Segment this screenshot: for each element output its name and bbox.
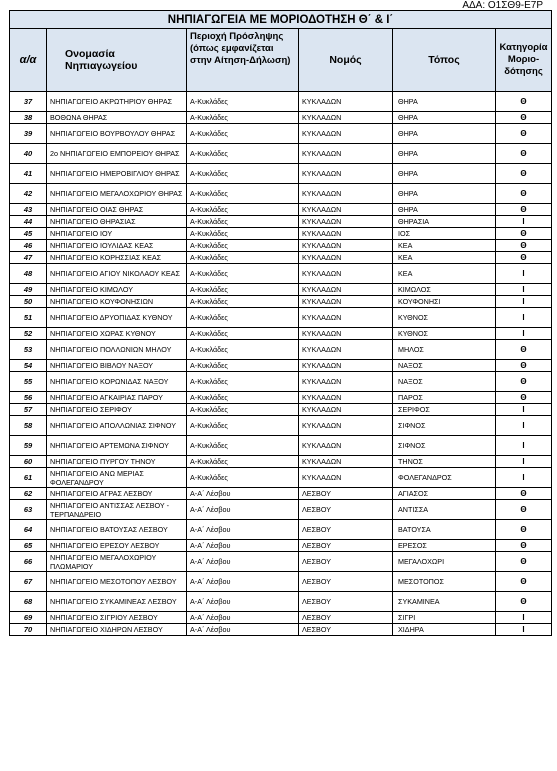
- location-cell: ΘΗΡΑ: [393, 124, 496, 144]
- school-name-cell: ΝΗΠΙΑΓΩΓΕΙΟ ΗΜΕΡΟΒΙΓΛΙΟΥ ΘΗΡΑΣ: [47, 164, 187, 184]
- table-row: [10, 204, 552, 216]
- scoring-category-cell: Ι: [496, 264, 552, 284]
- hiring-region-cell: Α-Κυκλάδες: [187, 240, 299, 252]
- school-name-cell: ΝΗΠΙΑΓΩΓΕΙΟ ΧΩΡΑΣ ΚΥΘΝΟΥ: [47, 328, 187, 340]
- table-row: [10, 240, 552, 252]
- school-name-cell: ΝΗΠΙΑΓΩΓΕΙΟ ΣΥΚΑΜΙΝΕΑΣ ΛΕΣΒΟΥ: [47, 592, 187, 612]
- school-name-cell: ΝΗΠΙΑΓΩΓΕΙΟ ΑΓΚΑΙΡΙΑΣ ΠΑΡΟΥ: [47, 392, 187, 404]
- school-name-cell: 2ο ΝΗΠΙΑΓΩΓΕΙΟ ΕΜΠΟΡΕΙΟΥ ΘΗΡΑΣ: [47, 144, 187, 164]
- school-name-cell: ΝΗΠΙΑΓΩΓΕΙΟ ΒΟΥΡΒΟΥΛΟΥ ΘΗΡΑΣ: [47, 124, 187, 144]
- row-number-cell: 57: [10, 404, 47, 416]
- row-number-cell: 65: [10, 540, 47, 552]
- row-number-cell: 55: [10, 372, 47, 392]
- scoring-category-cell: Ι: [496, 416, 552, 436]
- prefecture-cell: ΚΥΚΛΑΔΩΝ: [299, 252, 393, 264]
- row-number-cell: 59: [10, 436, 47, 456]
- hiring-region-cell: Α-Κυκλάδες: [187, 204, 299, 216]
- scoring-category-cell: Θ: [496, 520, 552, 540]
- location-cell: ΚΕΑ: [393, 252, 496, 264]
- prefecture-cell: ΚΥΚΛΑΔΩΝ: [299, 184, 393, 204]
- scoring-category-cell: Θ: [496, 92, 552, 112]
- school-name-cell: ΝΗΠΙΑΓΩΓΕΙΟ ΑΝΩ ΜΕΡΙΑΣ ΦΟΛΕΓΑΝΔΡΟΥ: [47, 468, 187, 488]
- scoring-category-cell: Ι: [496, 216, 552, 228]
- row-number-cell: 51: [10, 308, 47, 328]
- hiring-region-cell: Α-Κυκλάδες: [187, 144, 299, 164]
- school-name-cell: ΝΗΠΙΑΓΩΓΕΙΟ ΜΕΓΑΛΟΧΩΡΙΟΥ ΠΛΩΜΑΡΙΟΥ: [47, 552, 187, 572]
- prefecture-cell: ΛΕΣΒΟΥ: [299, 488, 393, 500]
- scoring-category-cell: Θ: [496, 552, 552, 572]
- prefecture-cell: ΚΥΚΛΑΔΩΝ: [299, 92, 393, 112]
- hiring-region-cell: Α-Α΄ Λέσβου: [187, 592, 299, 612]
- hiring-region-cell: Α-Κυκλάδες: [187, 456, 299, 468]
- location-cell: ΣΥΚΑΜΙΝΕΑ: [393, 592, 496, 612]
- scoring-category-cell: Ι: [496, 328, 552, 340]
- prefecture-cell: ΚΥΚΛΑΔΩΝ: [299, 112, 393, 124]
- scoring-category-cell: Ι: [496, 456, 552, 468]
- table-row: [10, 468, 552, 488]
- hiring-region-cell: Α-Κυκλάδες: [187, 416, 299, 436]
- row-number-cell: 53: [10, 340, 47, 360]
- school-name-cell: ΝΗΠΙΑΓΩΓΕΙΟ ΒΙΒΛΟΥ ΝΑΞΟΥ: [47, 360, 187, 372]
- scoring-category-cell: Θ: [496, 372, 552, 392]
- scoring-category-cell: Θ: [496, 592, 552, 612]
- scoring-category-cell: Ι: [496, 296, 552, 308]
- row-number-cell: 52: [10, 328, 47, 340]
- prefecture-cell: ΚΥΚΛΑΔΩΝ: [299, 416, 393, 436]
- hiring-region-cell: Α-Κυκλάδες: [187, 164, 299, 184]
- school-name-cell: ΝΗΠΙΑΓΩΓΕΙΟ ΑΚΡΩΤΗΡΙΟΥ ΘΗΡΑΣ: [47, 92, 187, 112]
- hiring-region-cell: Α-Κυκλάδες: [187, 392, 299, 404]
- row-number-cell: 42: [10, 184, 47, 204]
- hiring-region-cell: Α-Κυκλάδες: [187, 124, 299, 144]
- school-name-cell: ΝΗΠΙΑΓΩΓΕΙΟ ΣΙΓΡΙΟΥ ΛΕΣΒΟΥ: [47, 612, 187, 624]
- table-row: [10, 284, 552, 296]
- row-number-cell: 50: [10, 296, 47, 308]
- location-cell: ΑΝΤΙΣΣΑ: [393, 500, 496, 520]
- table-row: [10, 488, 552, 500]
- location-cell: ΙΟΣ: [393, 228, 496, 240]
- hiring-region-cell: Α-Κυκλάδες: [187, 340, 299, 360]
- school-name-cell: ΝΗΠΙΑΓΩΓΕΙΟ ΚΟΥΦΟΝΗΣΙΩΝ: [47, 296, 187, 308]
- scoring-category-cell: Θ: [496, 252, 552, 264]
- hiring-region-cell: Α-Α΄ Λέσβου: [187, 572, 299, 592]
- school-name-cell: ΝΗΠΙΑΓΩΓΕΙΟ ΜΕΓΑΛΟΧΩΡΙΟΥ ΘΗΡΑΣ: [47, 184, 187, 204]
- table-row: [10, 436, 552, 456]
- prefecture-cell: ΚΥΚΛΑΔΩΝ: [299, 372, 393, 392]
- scoring-category-cell: Ι: [496, 404, 552, 416]
- table-row: [10, 372, 552, 392]
- location-cell: ΦΟΛΕΓΑΝΔΡΟΣ: [393, 468, 496, 488]
- column-header-row: [10, 29, 552, 92]
- hiring-region-cell: Α-Α΄ Λέσβου: [187, 612, 299, 624]
- prefecture-cell: ΛΕΣΒΟΥ: [299, 520, 393, 540]
- location-cell: ΘΗΡΑ: [393, 92, 496, 112]
- prefecture-cell: ΚΥΚΛΑΔΩΝ: [299, 204, 393, 216]
- row-number-cell: 46: [10, 240, 47, 252]
- row-number-cell: 60: [10, 456, 47, 468]
- row-number-cell: 54: [10, 360, 47, 372]
- location-cell: ΝΑΞΟΣ: [393, 372, 496, 392]
- row-number-cell: 66: [10, 552, 47, 572]
- table-row: [10, 500, 552, 520]
- table-row: [10, 92, 552, 112]
- location-cell: ΕΡΕΣΟΣ: [393, 540, 496, 552]
- hiring-region-cell: Α-Κυκλάδες: [187, 372, 299, 392]
- column-header-aa: α/α: [10, 29, 47, 92]
- location-cell: ΚΙΜΩΛΟΣ: [393, 284, 496, 296]
- school-name-cell: ΝΗΠΙΑΓΩΓΕΙΟ ΙΟΥ: [47, 228, 187, 240]
- column-header-name: Ονομασία Νηπιαγωγείου: [47, 29, 187, 92]
- prefecture-cell: ΚΥΚΛΑΔΩΝ: [299, 240, 393, 252]
- table-row: [10, 392, 552, 404]
- scoring-category-cell: Θ: [496, 540, 552, 552]
- row-number-cell: 68: [10, 592, 47, 612]
- hiring-region-cell: Α-Κυκλάδες: [187, 404, 299, 416]
- row-number-cell: 38: [10, 112, 47, 124]
- row-number-cell: 39: [10, 124, 47, 144]
- hiring-region-cell: Α-Κυκλάδες: [187, 216, 299, 228]
- prefecture-cell: ΚΥΚΛΑΔΩΝ: [299, 164, 393, 184]
- table-row: [10, 228, 552, 240]
- hiring-region-cell: Α-Κυκλάδες: [187, 308, 299, 328]
- hiring-region-cell: Α-Κυκλάδες: [187, 112, 299, 124]
- table-row: [10, 308, 552, 328]
- school-name-cell: ΝΗΠΙΑΓΩΓΕΙΟ ΑΝΤΙΣΣΑΣ ΛΕΣΒΟΥ - ΤΕΡΠΑΝΔΡΕΙΟ: [47, 500, 187, 520]
- table-row: [10, 124, 552, 144]
- hiring-region-cell: Α-Κυκλάδες: [187, 328, 299, 340]
- location-cell: ΚΥΘΝΟΣ: [393, 308, 496, 328]
- school-name-cell: ΝΗΠΙΑΓΩΓΕΙΟ ΙΟΥΛΙΔΑΣ ΚΕΑΣ: [47, 240, 187, 252]
- row-number-cell: 40: [10, 144, 47, 164]
- scoring-category-cell: Θ: [496, 500, 552, 520]
- schools-table: [9, 10, 552, 636]
- table-row: [10, 264, 552, 284]
- scoring-category-cell: Θ: [496, 572, 552, 592]
- location-cell: ΜΗΛΟΣ: [393, 340, 496, 360]
- prefecture-cell: ΚΥΚΛΑΔΩΝ: [299, 436, 393, 456]
- row-number-cell: 49: [10, 284, 47, 296]
- table-row: [10, 416, 552, 436]
- scoring-category-cell: Θ: [496, 204, 552, 216]
- row-number-cell: 58: [10, 416, 47, 436]
- location-cell: ΣΙΦΝΟΣ: [393, 416, 496, 436]
- hiring-region-cell: Α-Α΄ Λέσβου: [187, 552, 299, 572]
- document-reference-code: ΑΔΑ: Ο1ΣΘ9-Ε7Ρ: [462, 0, 543, 11]
- school-name-cell: ΝΗΠΙΑΓΩΓΕΙΟ ΣΕΡΙΦΟΥ: [47, 404, 187, 416]
- scoring-category-cell: Θ: [496, 164, 552, 184]
- table-row: [10, 572, 552, 592]
- location-cell: ΘΗΡΑ: [393, 112, 496, 124]
- location-cell: ΘΗΡΑΣΙΑ: [393, 216, 496, 228]
- school-name-cell: ΝΗΠΙΑΓΩΓΕΙΟ ΟΙΑΣ ΘΗΡΑΣ: [47, 204, 187, 216]
- prefecture-cell: ΛΕΣΒΟΥ: [299, 572, 393, 592]
- location-cell: ΣΙΓΡΙ: [393, 612, 496, 624]
- row-number-cell: 43: [10, 204, 47, 216]
- scoring-category-cell: Θ: [496, 360, 552, 372]
- table-row: [10, 456, 552, 468]
- table-row: [10, 404, 552, 416]
- hiring-region-cell: Α-Κυκλάδες: [187, 184, 299, 204]
- table-row: [10, 624, 552, 636]
- table-row: [10, 184, 552, 204]
- scoring-category-cell: Ι: [496, 308, 552, 328]
- location-cell: ΜΕΣΟΤΟΠΟΣ: [393, 572, 496, 592]
- scoring-category-cell: Ι: [496, 468, 552, 488]
- scoring-category-cell: Θ: [496, 240, 552, 252]
- column-header-category: Κατηγορία Μοριο-δότησης: [496, 29, 552, 92]
- column-header-region: Περιοχή Πρόσληψης (όπως εμφανίζεται στην Αίτηση-Δήλωση): [187, 29, 299, 92]
- school-name-cell: ΝΗΠΙΑΓΩΓΕΙΟ ΚΟΡΗΣΣΙΑΣ ΚΕΑΣ: [47, 252, 187, 264]
- school-name-cell: ΝΗΠΙΑΓΩΓΕΙΟ ΚΟΡΩΝΙΔΑΣ ΝΑΞΟΥ: [47, 372, 187, 392]
- prefecture-cell: ΚΥΚΛΑΔΩΝ: [299, 308, 393, 328]
- school-name-cell: ΝΗΠΙΑΓΩΓΕΙΟ ΠΟΛΛΩΝΙΩΝ ΜΗΛΟΥ: [47, 340, 187, 360]
- prefecture-cell: ΚΥΚΛΑΔΩΝ: [299, 264, 393, 284]
- row-number-cell: 41: [10, 164, 47, 184]
- hiring-region-cell: Α-Α΄ Λέσβου: [187, 624, 299, 636]
- table-row: [10, 296, 552, 308]
- prefecture-cell: ΚΥΚΛΑΔΩΝ: [299, 284, 393, 296]
- table-row: [10, 164, 552, 184]
- school-name-cell: ΝΗΠΙΑΓΩΓΕΙΟ ΕΡΕΣΟΥ ΛΕΣΒΟΥ: [47, 540, 187, 552]
- row-number-cell: 48: [10, 264, 47, 284]
- row-number-cell: 64: [10, 520, 47, 540]
- table-row: [10, 592, 552, 612]
- school-name-cell: ΝΗΠΙΑΓΩΓΕΙΟ ΧΙΔΗΡΩΝ ΛΕΣΒΟΥ: [47, 624, 187, 636]
- location-cell: ΘΗΡΑ: [393, 144, 496, 164]
- table-row: [10, 144, 552, 164]
- prefecture-cell: ΚΥΚΛΑΔΩΝ: [299, 144, 393, 164]
- location-cell: ΘΗΡΑ: [393, 164, 496, 184]
- scoring-category-cell: Ι: [496, 284, 552, 296]
- scoring-category-cell: Θ: [496, 144, 552, 164]
- location-cell: ΣΕΡΙΦΟΣ: [393, 404, 496, 416]
- scoring-category-cell: Θ: [496, 340, 552, 360]
- hiring-region-cell: Α-Κυκλάδες: [187, 92, 299, 112]
- table-row: [10, 612, 552, 624]
- table-row: [10, 520, 552, 540]
- prefecture-cell: ΚΥΚΛΑΔΩΝ: [299, 228, 393, 240]
- prefecture-cell: ΚΥΚΛΑΔΩΝ: [299, 124, 393, 144]
- location-cell: ΑΓΙΑΣΟΣ: [393, 488, 496, 500]
- prefecture-cell: ΚΥΚΛΑΔΩΝ: [299, 468, 393, 488]
- scoring-category-cell: Θ: [496, 392, 552, 404]
- table-row: [10, 216, 552, 228]
- hiring-region-cell: Α-Α΄ Λέσβου: [187, 520, 299, 540]
- prefecture-cell: ΛΕΣΒΟΥ: [299, 552, 393, 572]
- prefecture-cell: ΛΕΣΒΟΥ: [299, 592, 393, 612]
- row-number-cell: 44: [10, 216, 47, 228]
- school-name-cell: ΝΗΠΙΑΓΩΓΕΙΟ ΘΗΡΑΣΙΑΣ: [47, 216, 187, 228]
- row-number-cell: 61: [10, 468, 47, 488]
- table-row: [10, 328, 552, 340]
- school-name-cell: ΝΗΠΙΑΓΩΓΕΙΟ ΠΥΡΓΟΥ ΤΗΝΟΥ: [47, 456, 187, 468]
- hiring-region-cell: Α-Κυκλάδες: [187, 284, 299, 296]
- scoring-category-cell: Θ: [496, 184, 552, 204]
- school-name-cell: ΒΟΘΩΝΑ ΘΗΡΑΣ: [47, 112, 187, 124]
- column-header-nomos: Νομός: [299, 29, 393, 92]
- location-cell: ΚΟΥΦΟΝΗΣΙ: [393, 296, 496, 308]
- hiring-region-cell: Α-Κυκλάδες: [187, 264, 299, 284]
- row-number-cell: 37: [10, 92, 47, 112]
- prefecture-cell: ΛΕΣΒΟΥ: [299, 540, 393, 552]
- scoring-category-cell: Θ: [496, 112, 552, 124]
- prefecture-cell: ΚΥΚΛΑΔΩΝ: [299, 340, 393, 360]
- scoring-category-cell: Θ: [496, 228, 552, 240]
- row-number-cell: 47: [10, 252, 47, 264]
- hiring-region-cell: Α-Κυκλάδες: [187, 252, 299, 264]
- location-cell: ΚΕΑ: [393, 240, 496, 252]
- school-name-cell: ΝΗΠΙΑΓΩΓΕΙΟ ΔΡΥΟΠΙΔΑΣ ΚΥΘΝΟΥ: [47, 308, 187, 328]
- scoring-category-cell: Ι: [496, 624, 552, 636]
- hiring-region-cell: Α-Κυκλάδες: [187, 296, 299, 308]
- row-number-cell: 67: [10, 572, 47, 592]
- prefecture-cell: ΚΥΚΛΑΔΩΝ: [299, 456, 393, 468]
- row-number-cell: 62: [10, 488, 47, 500]
- row-number-cell: 69: [10, 612, 47, 624]
- prefecture-cell: ΚΥΚΛΑΔΩΝ: [299, 360, 393, 372]
- location-cell: ΜΕΓΑΛΟΧΩΡΙ: [393, 552, 496, 572]
- row-number-cell: 45: [10, 228, 47, 240]
- prefecture-cell: ΚΥΚΛΑΔΩΝ: [299, 392, 393, 404]
- location-cell: ΧΙΔΗΡΑ: [393, 624, 496, 636]
- table-row: [10, 552, 552, 572]
- prefecture-cell: ΛΕΣΒΟΥ: [299, 612, 393, 624]
- scoring-category-cell: Θ: [496, 488, 552, 500]
- hiring-region-cell: Α-Κυκλάδες: [187, 360, 299, 372]
- school-name-cell: ΝΗΠΙΑΓΩΓΕΙΟ ΑΡΤΕΜΩΝΑ ΣΙΦΝΟΥ: [47, 436, 187, 456]
- hiring-region-cell: Α-Κυκλάδες: [187, 228, 299, 240]
- hiring-region-cell: Α-Κυκλάδες: [187, 436, 299, 456]
- prefecture-cell: ΚΥΚΛΑΔΩΝ: [299, 404, 393, 416]
- school-name-cell: ΝΗΠΙΑΓΩΓΕΙΟ ΜΕΣΟΤΟΠΟΥ ΛΕΣΒΟΥ: [47, 572, 187, 592]
- location-cell: ΚΕΑ: [393, 264, 496, 284]
- prefecture-cell: ΛΕΣΒΟΥ: [299, 500, 393, 520]
- school-name-cell: ΝΗΠΙΑΓΩΓΕΙΟ ΑΓΡΑΣ ΛΕΣΒΟΥ: [47, 488, 187, 500]
- location-cell: ΘΗΡΑ: [393, 184, 496, 204]
- table-body: [10, 92, 552, 636]
- scoring-category-cell: Ι: [496, 612, 552, 624]
- row-number-cell: 63: [10, 500, 47, 520]
- table-row: [10, 112, 552, 124]
- table-row: [10, 540, 552, 552]
- hiring-region-cell: Α-Α΄ Λέσβου: [187, 500, 299, 520]
- school-name-cell: ΝΗΠΙΑΓΩΓΕΙΟ ΑΠΟΛΛΩΝΙΑΣ ΣΙΦΝΟΥ: [47, 416, 187, 436]
- location-cell: ΝΑΞΟΣ: [393, 360, 496, 372]
- table-title: ΝΗΠΙΑΓΩΓΕΙΑ ΜΕ ΜΟΡΙΟΔΟΤΗΣΗ Θ΄ & Ι΄: [10, 11, 552, 29]
- scoring-category-cell: Ι: [496, 436, 552, 456]
- location-cell: ΣΙΦΝΟΣ: [393, 436, 496, 456]
- table-row: [10, 252, 552, 264]
- row-number-cell: 56: [10, 392, 47, 404]
- row-number-cell: 70: [10, 624, 47, 636]
- location-cell: ΠΑΡΟΣ: [393, 392, 496, 404]
- hiring-region-cell: Α-Α΄ Λέσβου: [187, 488, 299, 500]
- table-row: [10, 340, 552, 360]
- school-name-cell: ΝΗΠΙΑΓΩΓΕΙΟ ΑΓΙΟΥ ΝΙΚΟΛΑΟΥ ΚΕΑΣ: [47, 264, 187, 284]
- hiring-region-cell: Α-Κυκλάδες: [187, 468, 299, 488]
- column-header-topos: Τόπος: [393, 29, 496, 92]
- location-cell: ΤΗΝΟΣ: [393, 456, 496, 468]
- hiring-region-cell: Α-Α΄ Λέσβου: [187, 540, 299, 552]
- location-cell: ΒΑΤΟΥΣΑ: [393, 520, 496, 540]
- prefecture-cell: ΚΥΚΛΑΔΩΝ: [299, 328, 393, 340]
- location-cell: ΘΗΡΑ: [393, 204, 496, 216]
- school-name-cell: ΝΗΠΙΑΓΩΓΕΙΟ ΒΑΤΟΥΣΑΣ ΛΕΣΒΟΥ: [47, 520, 187, 540]
- school-name-cell: ΝΗΠΙΑΓΩΓΕΙΟ ΚΙΜΩΛΟΥ: [47, 284, 187, 296]
- scoring-category-cell: Θ: [496, 124, 552, 144]
- table-row: [10, 360, 552, 372]
- prefecture-cell: ΛΕΣΒΟΥ: [299, 624, 393, 636]
- location-cell: ΚΥΘΝΟΣ: [393, 328, 496, 340]
- prefecture-cell: ΚΥΚΛΑΔΩΝ: [299, 296, 393, 308]
- prefecture-cell: ΚΥΚΛΑΔΩΝ: [299, 216, 393, 228]
